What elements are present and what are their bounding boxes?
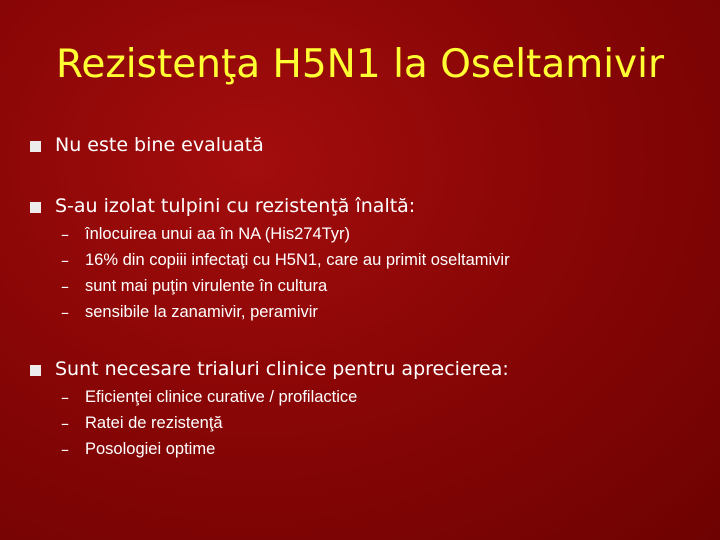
dash-bullet-icon: – [61,414,69,433]
bullet-item [30,195,415,217]
bullet-text: Nu este bine evaluată [55,134,264,156]
sub-item [61,414,223,433]
dash-bullet-icon: – [61,440,69,459]
sub-item [61,251,510,270]
sub-item [61,388,357,407]
bullet-text: S-au izolat tulpini cu rezistenţă înaltă: [55,195,416,217]
sub-item [61,303,318,322]
square-bullet-icon [30,365,41,376]
dash-bullet-icon: – [61,388,69,407]
dash-bullet-icon: – [61,251,69,270]
square-bullet-icon [30,141,41,152]
sub-item-text: Eficienţei clinice curative / profilactice [85,388,358,406]
sub-item-text: înlocuirea unui aa în NA (His274Tyr) [85,225,351,243]
square-bullet-icon [30,202,41,213]
sub-item [61,277,327,296]
bullet-item [30,358,509,380]
dash-bullet-icon: – [61,277,69,296]
bullet-item [30,134,264,156]
sub-item-text: sensibile la zanamivir, peramivir [85,303,318,321]
slide-title: Rezistenţa H5N1 la Oseltamivir [55,42,665,87]
sub-item-text: Ratei de rezistenţă [85,414,223,432]
sub-item [61,225,350,244]
bullet-text: Sunt necesare trialuri clinice pentru aprecierea: [55,358,509,380]
sub-item-text: sunt mai puţin virulente în cultura [85,277,328,295]
dash-bullet-icon: – [61,303,69,322]
sub-item-text: Posologiei optime [85,440,216,458]
sub-item [61,440,215,459]
sub-item-text: 16% din copiii infectaţi cu H5N1, care au primit oseltamivir [85,251,510,269]
dash-bullet-icon: – [61,225,69,244]
